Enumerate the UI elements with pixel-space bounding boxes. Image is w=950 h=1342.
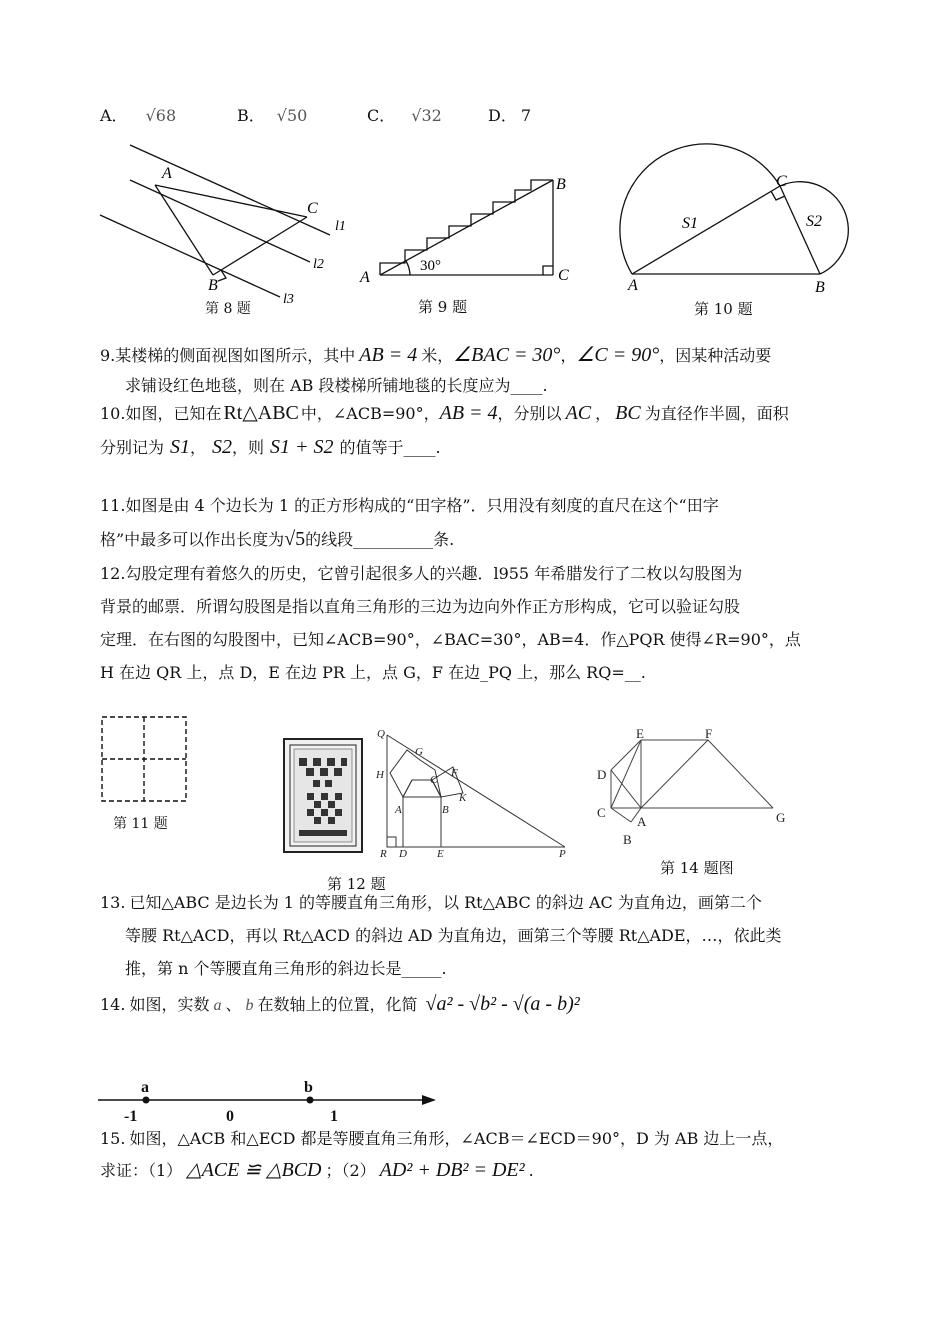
fig12-label-b: B — [442, 804, 449, 816]
point-b — [307, 1097, 314, 1104]
fig9-label-angle: 30° — [420, 258, 441, 274]
option-c: C． √32 — [367, 106, 442, 125]
fig12-label-h: H — [376, 769, 384, 781]
point-a — [143, 1097, 150, 1104]
option-b-value: √50 — [276, 106, 308, 125]
fig12-label-a: A — [395, 804, 402, 816]
fig8-caption: 第 8 题 — [205, 301, 251, 317]
tick-one: 1 — [330, 1108, 338, 1125]
q13-line2: 等腰 Rt△ACD，再以 Rt△ACD 的斜边 AD 为直角边，画第三个等腰 Rt△ADE，…，依此类 — [125, 926, 782, 945]
fig12-label-g: G — [415, 746, 423, 758]
fig10-label-c: C — [776, 173, 787, 190]
fig8-label-l2: l2 — [313, 257, 324, 272]
q11-line1: 11.如图是由 4 个边长为 1 的正方形构成的“田字格”．只用没有刻度的直尺在这个“田字 — [100, 496, 719, 515]
q13-line1: 13. 已知△ABC 是边长为 1 的等腰直角三角形，以 Rt△ABC 的斜边 AC 为直角边，画第二个 — [100, 893, 762, 912]
fig14-label-b: B — [623, 832, 632, 847]
fig10-label-b: B — [815, 279, 825, 296]
q15-part2: AD² + DB² = DE² — [379, 1159, 525, 1181]
option-a: A． √68 — [100, 106, 177, 125]
fig12-label-q: Q — [377, 728, 385, 740]
q15-line1: 15. 如图，△ACB 和△ECD 都是等腰直角三角形，∠ACB＝∠ECD＝90°，D 为 AB 边上一点， — [100, 1129, 784, 1148]
q10-s2: S2 — [212, 436, 233, 458]
fig14-label-c: C — [597, 805, 606, 820]
q15-line2: 求证：（1） △ACE ≌ △BCD ；（2） AD² + DB² = DE² . — [100, 1159, 534, 1181]
q12-line4: H 在边 QR 上，点 D，E 在边 PR 上，点 G，F 在边_PQ 上，那么 RQ=__. — [100, 663, 646, 682]
figure-10 — [620, 140, 860, 310]
figure-11 — [100, 715, 190, 805]
fig12-label-k: K — [459, 792, 467, 804]
q9-line1: 9.某楼梯的侧面视图如图所示，其中 AB = 4 米，∠BAC = 30°，∠C = 90°，因某种活动要 — [100, 344, 772, 366]
fig14-label-d: D — [597, 767, 607, 782]
fig12-label-d: D — [399, 848, 407, 860]
fig12-label-p: P — [559, 848, 566, 860]
q11-root: √5 — [284, 528, 306, 550]
q10-ac: AC — [565, 402, 592, 424]
fig9-label-c: C — [558, 267, 569, 284]
fig14-caption: 第 14 题图 — [660, 859, 734, 877]
fig14-label-g: G — [776, 810, 786, 825]
q10-sum: S1 + S2 — [270, 436, 334, 458]
option-d-value: 7 — [520, 106, 532, 125]
q11-line2: 格”中最多可以作出长度为√5的线段__________条. — [100, 528, 455, 550]
q14-b: b — [245, 997, 254, 1014]
q12-line3: 定理．在右图的勾股图中，已知∠ACB=90°，∠BAC=30°，AB=4．作△PQR 使得∠R=90°，点 — [100, 630, 801, 649]
option-a-value: √68 — [145, 106, 177, 125]
figure-8 — [95, 140, 355, 320]
q13-line3: 推，第 n 个等腰直角三角形的斜边长是_____. — [125, 959, 447, 978]
q10-bc: BC — [615, 402, 641, 424]
fig9-label-a: A — [360, 269, 370, 286]
q10-rt: Rt△ABC — [223, 402, 299, 424]
figure-14 — [593, 722, 803, 852]
figure-9 — [355, 170, 585, 300]
fig10-label-a: A — [628, 277, 638, 294]
option-c-value: √32 — [411, 106, 442, 125]
fig8-label-c: C — [307, 200, 318, 217]
q12-line2: 背景的邮票．所谓勾股图是指以直角三角形的三边为边向外作正方形构成，它可以验证勾股 — [100, 597, 741, 616]
fig8-label-l3: l3 — [283, 292, 294, 307]
q9-c: ∠C = 90° — [576, 344, 660, 366]
fig8-label-a: A — [162, 165, 172, 182]
fig12-label-f: F — [451, 767, 458, 779]
point-b-label: b — [304, 1079, 313, 1096]
fig12-caption: 第 12 题 — [327, 875, 386, 893]
q10-line1: 10.如图，已知在 Rt△ABC 中，∠ACB=90°，AB = 4，分别以 AC ， BC 为直径作半圆，面积 — [100, 402, 789, 424]
tick-zero: 0 — [226, 1108, 234, 1125]
q14-expression: √a² - √b² - √(a - b)² — [425, 993, 580, 1015]
q9-bac: ∠BAC = 30° — [453, 344, 561, 366]
point-a-label: a — [141, 1079, 149, 1096]
fig10-label-s2: S2 — [806, 213, 822, 230]
tick-minus-one: -1 — [124, 1108, 138, 1125]
q10-s1: S1 — [170, 436, 191, 458]
figure-12 — [375, 725, 575, 860]
option-b: B． √50 — [237, 106, 308, 125]
fig14-label-e: E — [636, 726, 644, 741]
fig14-label-a: A — [637, 814, 647, 829]
q10-line2: 分别记为 S1， S2，则 S1 + S2 的值等于____. — [100, 436, 441, 458]
stamp-image — [283, 738, 363, 853]
q10-ab: AB = 4 — [439, 402, 498, 424]
q14-line: 14. 如图，实数 a 、 b 在数轴上的位置，化简 √a² - √b² - √(a - b)² — [100, 993, 580, 1015]
fig10-caption: 第 10 题 — [694, 300, 753, 318]
fig9-caption: 第 9 题 — [418, 298, 468, 316]
q12-line1: 12.勾股定理有着悠久的历史，它曾引起很多人的兴趣．l955 年希腊发行了二枚以勾股图为 — [100, 564, 743, 583]
fig10-label-s1: S1 — [682, 215, 698, 232]
number-line — [98, 1075, 448, 1125]
q15-part1: △ACE ≌ △BCD — [186, 1159, 322, 1181]
fig8-label-b: B — [208, 277, 218, 294]
fig8-label-l1: l1 — [335, 219, 346, 234]
fig12-label-r: R — [380, 848, 387, 860]
option-d: D． 7 — [488, 106, 532, 125]
fig11-caption: 第 11 题 — [113, 816, 168, 832]
fig12-label-e: E — [437, 848, 444, 860]
q14-a: a — [213, 997, 222, 1014]
q9-ab: AB = 4 — [359, 344, 418, 366]
fig14-label-f: F — [705, 726, 713, 741]
fig12-label-c: C — [430, 774, 438, 786]
q9-line2: 求铺设红色地毯，则在 AB 段楼梯所铺地毯的长度应为____. — [125, 376, 548, 395]
fig9-label-b: B — [556, 176, 566, 193]
